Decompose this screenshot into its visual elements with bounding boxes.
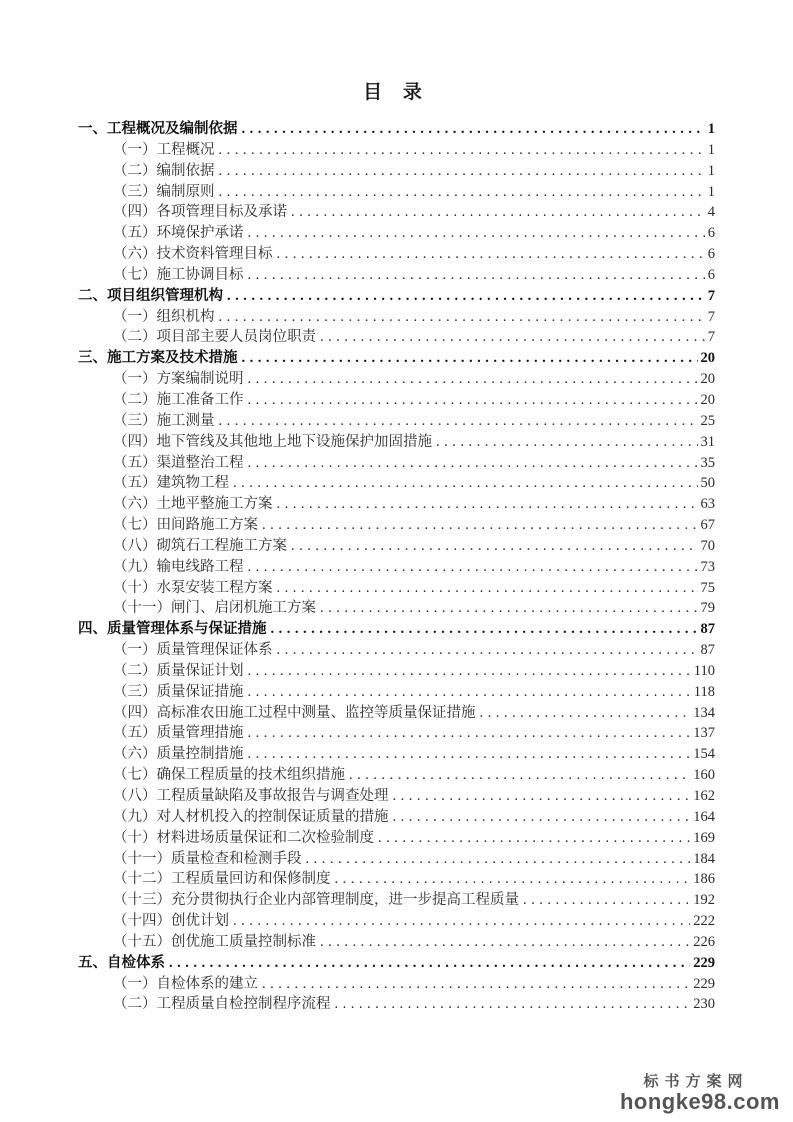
toc-entry [78,598,715,619]
toc-entry [78,473,715,494]
toc-entry-label: （一）自检体系的建立 [113,975,258,992]
toc-entry-page-number: 25 [700,412,715,429]
toc-entry-page-number: 73 [700,558,715,575]
toc-leader-dots [271,619,698,640]
toc-entry [78,765,715,786]
toc-leader-dots [248,682,691,703]
toc-leader-dots [248,223,705,244]
toc-entry [78,578,715,599]
toc-entry-label: （六）技术资料管理目标 [113,246,273,263]
toc-leader-dots [219,182,705,203]
toc-section [78,80,715,1015]
toc-entry-label: （一）工程概况 [113,141,215,158]
toc-entry-page-number: 6 [707,266,715,283]
toc-entry-page-number: 192 [693,892,715,909]
toc-entry-label: 四、质量管理体系与保证措施 [78,621,267,638]
toc-entry-page-number: 184 [693,850,715,867]
toc-leader-dots [248,453,698,474]
toc-entry [78,640,715,661]
toc-leader-dots [335,994,691,1015]
toc-entry-label: （九）输电线路工程 [113,558,244,575]
toc-leader-dots [277,578,698,599]
toc-entry [78,494,715,515]
toc-entry [78,932,715,953]
toc-entry-page-number: 162 [693,788,715,804]
toc-entry-label: （十四）创优计划 [113,913,229,930]
toc-entry-label: 二、项目组织管理机构 [78,287,223,304]
toc-entry-page-number: 1 [707,183,715,200]
toc-leader-dots [277,494,698,515]
toc-entry-label: 五、自检体系 [78,954,165,971]
toc-leader-dots [480,703,691,724]
toc-entry-label: （十二）工程质量回访和保修制度 [113,871,331,888]
toc-entry-label: （二）质量保证计划 [113,662,244,679]
toc-entry [78,974,715,995]
toc-leader-dots [219,161,705,182]
toc-entry-label: （四）各项管理目标及承诺 [113,204,287,221]
toc-entry [78,869,715,890]
toc-leader-dots [320,932,690,953]
toc-leader-dots [262,974,690,995]
toc-entry-label: （二）工程质量自检控制程序流程 [113,996,331,1013]
toc-entry-page-number: 70 [700,537,715,554]
toc-entry-label: （十）材料进场质量保证和二次检验制度 [113,829,374,846]
toc-leader-dots [248,723,691,744]
toc-entry [78,515,715,536]
toc-entry-label: （三）施工测量 [113,412,215,429]
toc-entry-page-number: 186 [693,871,715,888]
toc-entry-page-number: 226 [693,933,715,950]
toc-leader-dots [219,307,705,328]
toc-leader-dots [320,598,698,619]
toc-entry-page-number: 75 [700,579,715,596]
toc-entry [78,953,715,974]
toc-leader-dots [291,202,705,223]
toc-entry-page-number: 20 [700,371,715,388]
toc-leader-dots [169,953,690,974]
toc-entry-label: （二）编制依据 [113,162,215,179]
toc-leader-dots [277,640,698,661]
toc-entry-page-number: 160 [693,767,715,784]
toc-entry [78,557,715,578]
toc-entry-page-number: 31 [700,433,715,450]
toc-entry [78,390,715,411]
toc-entry-label: （七）施工协调目标 [113,266,244,283]
toc-leader-dots [291,536,698,557]
toc-entry [78,161,715,182]
toc-entry [78,327,715,348]
toc-entry [78,182,715,203]
toc-entry-page-number: 154 [693,746,715,763]
toc-entry-label: （二）施工准备工作 [113,391,244,408]
toc-entry-page-number: 1 [707,141,715,158]
toc-entry-page-number: 87 [700,642,715,659]
toc-entry-page-number: 6 [707,246,715,263]
toc-entry [78,140,715,161]
watermark-site-url: hongke98.com [619,1089,780,1114]
toc-entry-label: （八）工程质量缺陷及事故报告与调查处理 [113,788,389,804]
toc-entry-label: 三、施工方案及技术措施 [78,350,238,367]
toc-entry [78,619,715,640]
toc-entry-page-number: 35 [700,454,715,471]
toc-leader-dots [233,473,698,494]
toc-entry-page-number: 118 [693,683,715,700]
toc-leader-dots [393,807,691,828]
toc-entry-page-number: 110 [693,662,715,679]
toc-leader-dots [523,890,690,911]
toc-entry-page-number: 7 [707,287,715,304]
toc-leader-dots [242,119,705,140]
toc-leader-dots [320,327,705,348]
toc-entry-label: （八）砌筑石工程施工方案 [113,537,287,554]
toc-entry [78,703,715,724]
toc-entry-label: （一）质量管理保证体系 [113,642,273,659]
toc-entry-page-number: 1 [707,162,715,179]
toc-entry-page-number: 137 [693,725,715,742]
toc-leader-dots [248,369,698,390]
toc-leader-dots [219,411,698,432]
toc-entry [78,119,715,140]
toc-leader-dots [227,286,705,307]
toc-entry [78,369,715,390]
toc-title: 目 录 [363,82,430,103]
toc-entry-page-number: 20 [700,391,715,408]
toc-entry-page-number: 230 [693,996,715,1013]
toc-entry [78,453,715,474]
toc-leader-dots [349,765,690,786]
toc-entry [78,890,715,911]
toc-entry-label: 一、工程概况及编制依据 [78,121,238,137]
toc-entry-page-number: 222 [693,913,715,930]
toc-entry-page-number: 134 [693,704,715,721]
watermark-site-name: 标书方案网 [643,1073,749,1090]
toc-entry [78,223,715,244]
toc-entry [78,244,715,265]
toc-entry [78,202,715,223]
toc-entry-page-number: 1 [707,121,715,137]
toc-entry-label: （六）质量控制措施 [113,746,244,763]
toc-entry-label: （五）建筑物工程 [113,475,229,492]
toc-entry-page-number: 87 [700,621,715,638]
toc-entry [78,411,715,432]
toc-entry [78,911,715,932]
toc-entry-label: （二）项目部主要人员岗位职责 [113,329,316,346]
toc-list [78,119,715,1015]
toc-entry [78,307,715,328]
toc-entry-page-number: 7 [707,329,715,346]
toc-entry-label: （十一）闸门、启闭机施工方案 [113,600,316,617]
toc-entry [78,682,715,703]
toc-leader-dots [248,661,691,682]
toc-entry [78,807,715,828]
toc-entry [78,786,715,807]
toc-entry-label: （四）地下管线及其他地上地下设施保护加固措施 [113,433,432,450]
toc-entry-page-number: 79 [700,600,715,617]
toc-entry-label: （十）水泵安装工程方案 [113,579,273,596]
toc-entry-page-number: 50 [700,475,715,492]
toc-entry-label: （五）环境保护承诺 [113,225,244,242]
toc-entry-page-number: 164 [693,808,715,825]
toc-entry [78,661,715,682]
toc-leader-dots [262,515,698,536]
toc-entry-label: （十三）充分贯彻执行企业内部管理制度，进一步提高工程质量 [113,892,519,909]
watermark [620,1073,780,1113]
toc-entry-page-number: 20 [700,350,715,367]
toc-entry-label: （三）编制原则 [113,183,215,200]
toc-entry-label: （五）渠道整治工程 [113,454,244,471]
toc-leader-dots [277,244,705,265]
toc-entry [78,536,715,557]
toc-entry [78,744,715,765]
toc-leader-dots [233,911,690,932]
toc-entry [78,348,715,369]
toc-leader-dots [219,140,705,161]
toc-leader-dots [242,348,698,369]
toc-leader-dots [306,849,691,870]
toc-entry-label: （七）田间路施工方案 [113,517,258,534]
toc-leader-dots [436,432,698,453]
toc-entry-page-number: 229 [693,954,715,971]
toc-entry [78,265,715,286]
toc-entry [78,432,715,453]
toc-leader-dots [335,869,691,890]
toc-entry-page-number: 63 [700,496,715,513]
toc-entry-label: （一）方案编制说明 [113,371,244,388]
toc-entry-page-number: 7 [707,308,715,325]
toc-entry-page-number: 6 [707,225,715,242]
toc-entry-label: （六）土地平整施工方案 [113,496,273,513]
toc-entry-label: （五）质量管理措施 [113,725,244,742]
toc-entry [78,994,715,1015]
toc-entry [78,286,715,307]
toc-entry-label: （七）确保工程质量的技术组织措施 [113,767,345,784]
toc-entry-label: （三）质量保证措施 [113,683,244,700]
toc-entry-page-number: 169 [693,829,715,846]
toc-entry-label: （一）组织机构 [113,308,215,325]
toc-leader-dots [378,828,690,849]
toc-entry-page-number: 67 [700,517,715,534]
toc-entry-page-number: 4 [707,204,715,221]
toc-entry-label: （十五）创优施工质量控制标准 [113,933,316,950]
toc-entry [78,723,715,744]
toc-entry-label: （九）对人材机投入的控制保证质量的措施 [113,808,389,825]
toc-leader-dots [248,265,705,286]
toc-entry-label: （四）高标准农田施工过程中测量、监控等质量保证措施 [113,704,476,721]
toc-leader-dots [248,557,698,578]
toc-entry-page-number: 229 [693,975,715,992]
toc-leader-dots [248,390,698,411]
toc-entry-label: （十一）质量检查和检测手段 [113,850,302,867]
toc-leader-dots [393,786,691,807]
toc-entry [78,849,715,870]
toc-entry [78,828,715,849]
toc-leader-dots [248,744,691,765]
